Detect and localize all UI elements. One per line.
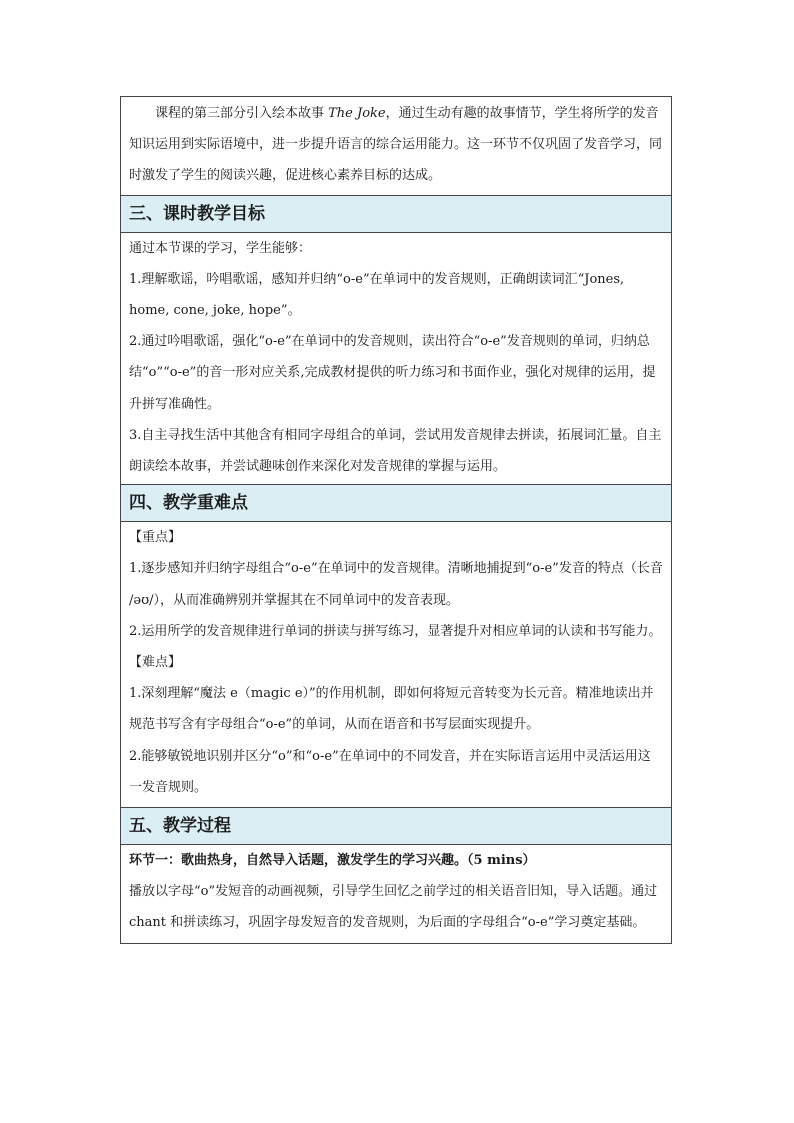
- objective-line: 3.自主寻找生活中其他含有相同字母组合的单词，尝试用发音规律去拼读，拓展词汇量。自主朗读绘本故事，并尝试趣味创作来深化对发音规律的掌握与运用。: [129, 427, 662, 475]
- keypoints-cell: [120, 522, 672, 808]
- section3-heading: 三、课时教学目标: [120, 196, 672, 233]
- difficulty-item: 2.能够敏锐地识别并区分“o”和“o-e”在单词中的不同发音，并在实际语言运用中灵活运用这一发音规则。: [129, 748, 651, 795]
- intro-text-1: 课程的第三部分引入绘本故事: [155, 106, 329, 121]
- step1-title: 环节一：歌曲热身，自然导入话题，激发学生的学习兴趣。（5 mins）: [129, 853, 536, 869]
- objectives-cell: [120, 233, 672, 486]
- intro-cell: [120, 97, 672, 196]
- section5-heading: 五、教学过程: [120, 808, 672, 845]
- key-label: 【重点】: [129, 530, 182, 546]
- objective-line: 1.理解歌谣，吟唱歌谣，感知并归纳“o-e”在单词中的发音规则，正确朗读词汇“Jones, home, cone, joke, hope”。: [129, 271, 625, 319]
- objective-line: 通过本节课的学习，学生能够：: [129, 240, 312, 256]
- key-item: 2.运用所学的发音规律进行单词的拼读与拼写练习，显著提升对相应单词的认读和书写能力。: [129, 623, 662, 639]
- step1-body: 播放以字母“o”发短音的动画视频，引导学生回忆之前学过的相关语音旧知，导入话题。通过 chant 和拼读练习，巩固字母发短音的发音规则，为后面的字母组合“o-e”学习奠定基础。: [129, 884, 658, 931]
- lesson-plan-table: [120, 96, 672, 944]
- story-title: The Joke: [328, 106, 386, 121]
- intro-paragraph: [129, 98, 663, 192]
- difficulty-label: 【难点】: [129, 655, 182, 671]
- objective-line: 2.通过吟唱歌谣，强化“o-e”在单词中的发音规则，读出符合“o-e”发音规则的单词，归纳总结“o”“o-e”的音一形对应关系,完成教材提供的听力练习和书面作业，强化对规律的运用，提升拼写准确性。: [129, 334, 656, 412]
- section4-heading: 四、教学重难点: [120, 485, 672, 522]
- process-cell: [120, 845, 672, 944]
- key-item: 1.逐步感知并归纳字母组合“o-e”在单词中的发音规律。清晰地捕捉到“o-e”发音的特点（长音 /əʊ/），从而准确辨别并掌握其在不同单词中的发音表现。: [129, 561, 663, 608]
- difficulty-item: 1.深刻理解“魔法 e（magic e）”的作用机制，即如何将短元音转变为长元音。精准地读出并规范书写含有字母组合“o-e”的单词，从而在语音和书写层面实现提升。: [129, 686, 654, 733]
- intro-text-2: ，通过生动有趣的故事情节，学生将所学的发音知识运用到实际语境中，进一步提升语言的综合运用能力。这一环节不仅巩固了发音学习，同时激发了学生的阅读兴趣，促进核心素养目标的达成。: [129, 106, 663, 184]
